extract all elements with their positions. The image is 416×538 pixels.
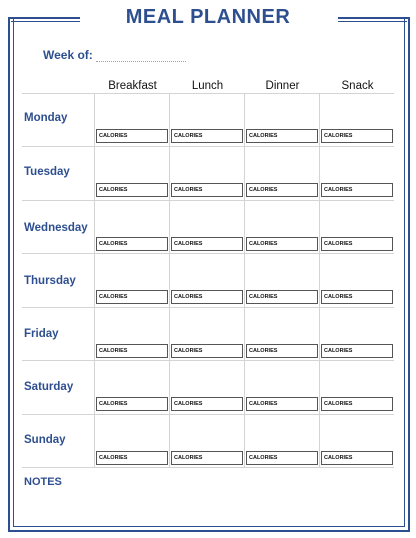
grid-vline (94, 93, 95, 467)
column-header-breakfast: Breakfast (108, 80, 157, 92)
calories-field[interactable]: CALORIES (96, 129, 168, 143)
calories-field[interactable]: CALORIES (246, 237, 318, 251)
grid-hline (22, 253, 394, 254)
grid-hline (22, 307, 394, 308)
grid-hline (22, 414, 394, 415)
calories-field[interactable]: CALORIES (171, 397, 243, 411)
calories-field[interactable]: CALORIES (246, 183, 318, 197)
calories-field[interactable]: CALORIES (171, 237, 243, 251)
grid-vline (244, 93, 245, 467)
calories-field[interactable]: CALORIES (321, 290, 393, 304)
calories-field[interactable]: CALORIES (171, 183, 243, 197)
grid-hline (22, 360, 394, 361)
day-label-thursday: Thursday (24, 275, 76, 287)
calories-field[interactable]: CALORIES (246, 397, 318, 411)
day-label-friday: Friday (24, 328, 59, 340)
grid-vline (169, 93, 170, 467)
calories-field[interactable]: CALORIES (171, 290, 243, 304)
day-label-sunday: Sunday (24, 434, 66, 446)
grid-hline (22, 200, 394, 201)
calories-field[interactable]: CALORIES (171, 451, 243, 465)
calories-field[interactable]: CALORIES (96, 183, 168, 197)
grid-vline (319, 93, 320, 467)
calories-field[interactable]: CALORIES (321, 237, 393, 251)
day-label-tuesday: Tuesday (24, 166, 70, 178)
calories-field[interactable]: CALORIES (321, 129, 393, 143)
calories-field[interactable]: CALORIES (171, 344, 243, 358)
calories-field[interactable]: CALORIES (321, 183, 393, 197)
grid-hline (22, 467, 394, 468)
calories-field[interactable]: CALORIES (321, 397, 393, 411)
day-label-monday: Monday (24, 112, 68, 124)
calories-field[interactable]: CALORIES (96, 451, 168, 465)
grid-hline (22, 93, 394, 94)
column-header-dinner: Dinner (265, 80, 300, 92)
grid-hline (22, 146, 394, 147)
week-of-field[interactable] (96, 61, 186, 62)
calories-field[interactable]: CALORIES (96, 397, 168, 411)
calories-field[interactable]: CALORIES (96, 237, 168, 251)
calories-field[interactable]: CALORIES (96, 344, 168, 358)
calories-field[interactable]: CALORIES (171, 129, 243, 143)
notes-label: NOTES (24, 476, 62, 488)
calories-field[interactable]: CALORIES (246, 344, 318, 358)
calories-field[interactable]: CALORIES (321, 344, 393, 358)
column-header-snack: Snack (341, 80, 374, 92)
calories-field[interactable]: CALORIES (246, 290, 318, 304)
week-of-label: Week of: (43, 48, 93, 62)
day-label-saturday: Saturday (24, 381, 74, 393)
calories-field[interactable]: CALORIES (321, 451, 393, 465)
calories-field[interactable]: CALORIES (96, 290, 168, 304)
calories-field[interactable]: CALORIES (246, 129, 318, 143)
day-label-wednesday: Wednesday (24, 222, 88, 234)
calories-field[interactable]: CALORIES (246, 451, 318, 465)
column-header-lunch: Lunch (191, 80, 224, 92)
page-title: MEAL PLANNER (125, 6, 291, 28)
